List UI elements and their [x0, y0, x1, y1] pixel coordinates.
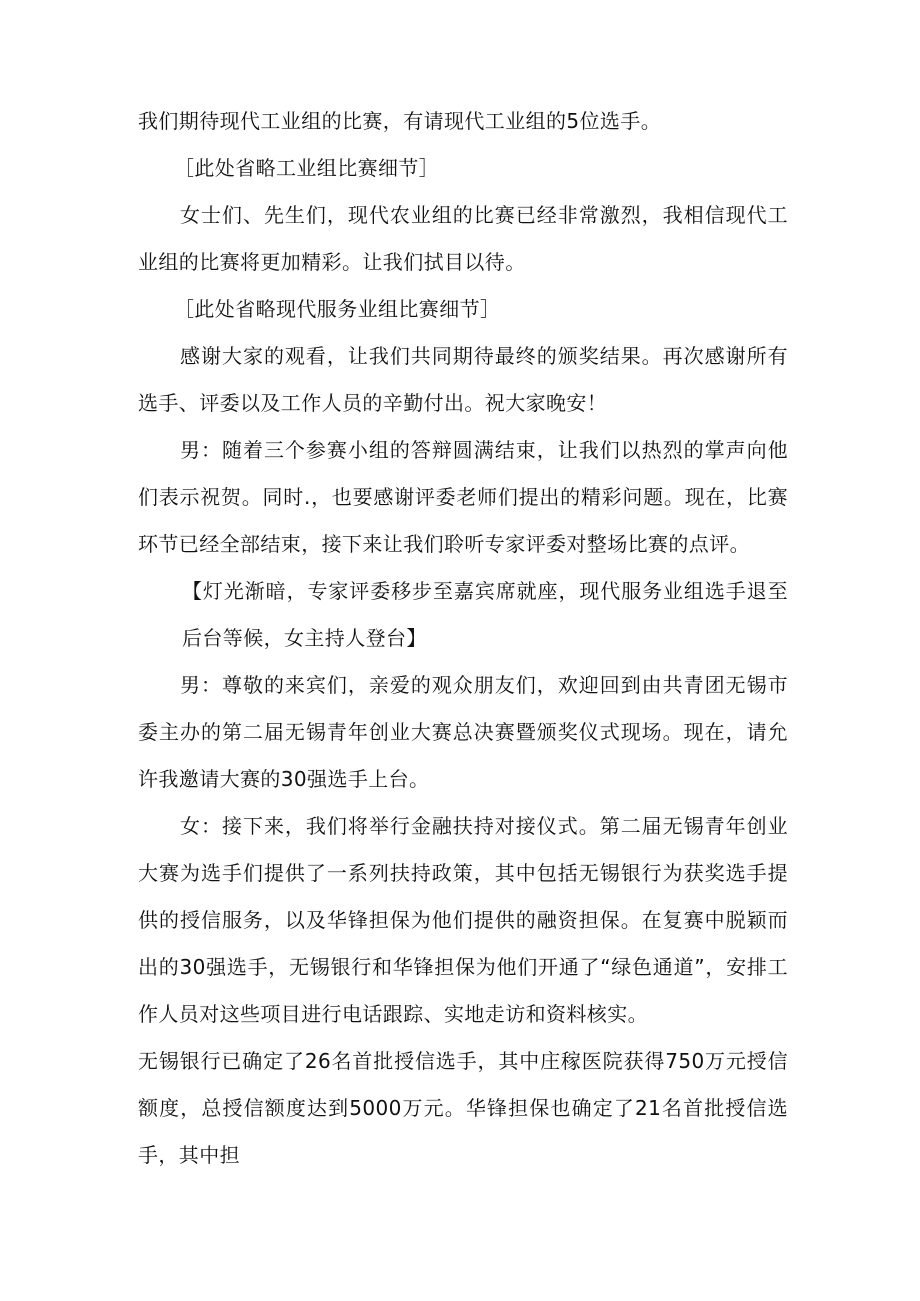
paragraph-thanks: 感谢大家的观看，让我们共同期待最终的颁奖结果。再次感谢所有选手、评委以及工作人员的辛勤付出。祝大家晚安！: [138, 344, 788, 415]
paragraph-agriculture: 女士们、先生们，现代农业组的比赛已经非常激烈，我相信现代工业组的比赛将更加精彩。让我们拭目以待。: [138, 203, 788, 274]
document-body: [138, 98, 788, 1179]
paragraph-note-service: ［此处省略现代服务业组比赛细节］: [174, 297, 501, 321]
paragraph-female-host: 女：接下来，我们将举行金融扶持对接仪式。第二届无锡青年创业大赛为选手们提供了一系列扶持政策，其中包括无锡银行为获奖选手提供的授信服务，以及华锋担保为他们提供的融资担保。在复赛中脱颖而出的30强选手，无锡银行和华锋担保为他们开通了“绿色通道”，安排工作人员对这些项目进行电话跟踪、实地走访和资料核实。: [138, 814, 788, 1026]
paragraph-male-host-1: 男：随着三个参赛小组的答辩圆满结束，让我们以热烈的掌声向他们表示祝贺。同时.，也要感谢评委老师们提出的精彩问题。现在，比赛环节已经全部结束，接下来让我们聆听专家评委对整场比赛的点评。: [138, 438, 788, 556]
paragraph-note-industry: ［此处省略工业组比赛细节］: [174, 156, 440, 180]
paragraph-male-host-2: 男：尊敬的来宾们，亲爱的观众朋友们，欢迎回到由共青团无锡市委主办的第二届无锡青年创业大赛总决赛暨颁奖仪式现场。现在，请允许我邀请大赛的30强选手上台。: [138, 673, 788, 791]
paragraph-stage-direction: 【灯光渐暗，专家评委移步至嘉宾席就座，现代服务业组选手退至后台等候，女主持人登台】: [182, 579, 788, 650]
paragraph-intro: 我们期待现代工业组的比赛，有请现代工业组的5位选手。: [138, 109, 662, 133]
paragraph-credit: 无锡银行已确定了26名首批授信选手，其中庄稼医院获得750万元授信额度，总授信额度达到5000万元。华锋担保也确定了21名首批授信选手，其中担: [138, 1049, 788, 1167]
